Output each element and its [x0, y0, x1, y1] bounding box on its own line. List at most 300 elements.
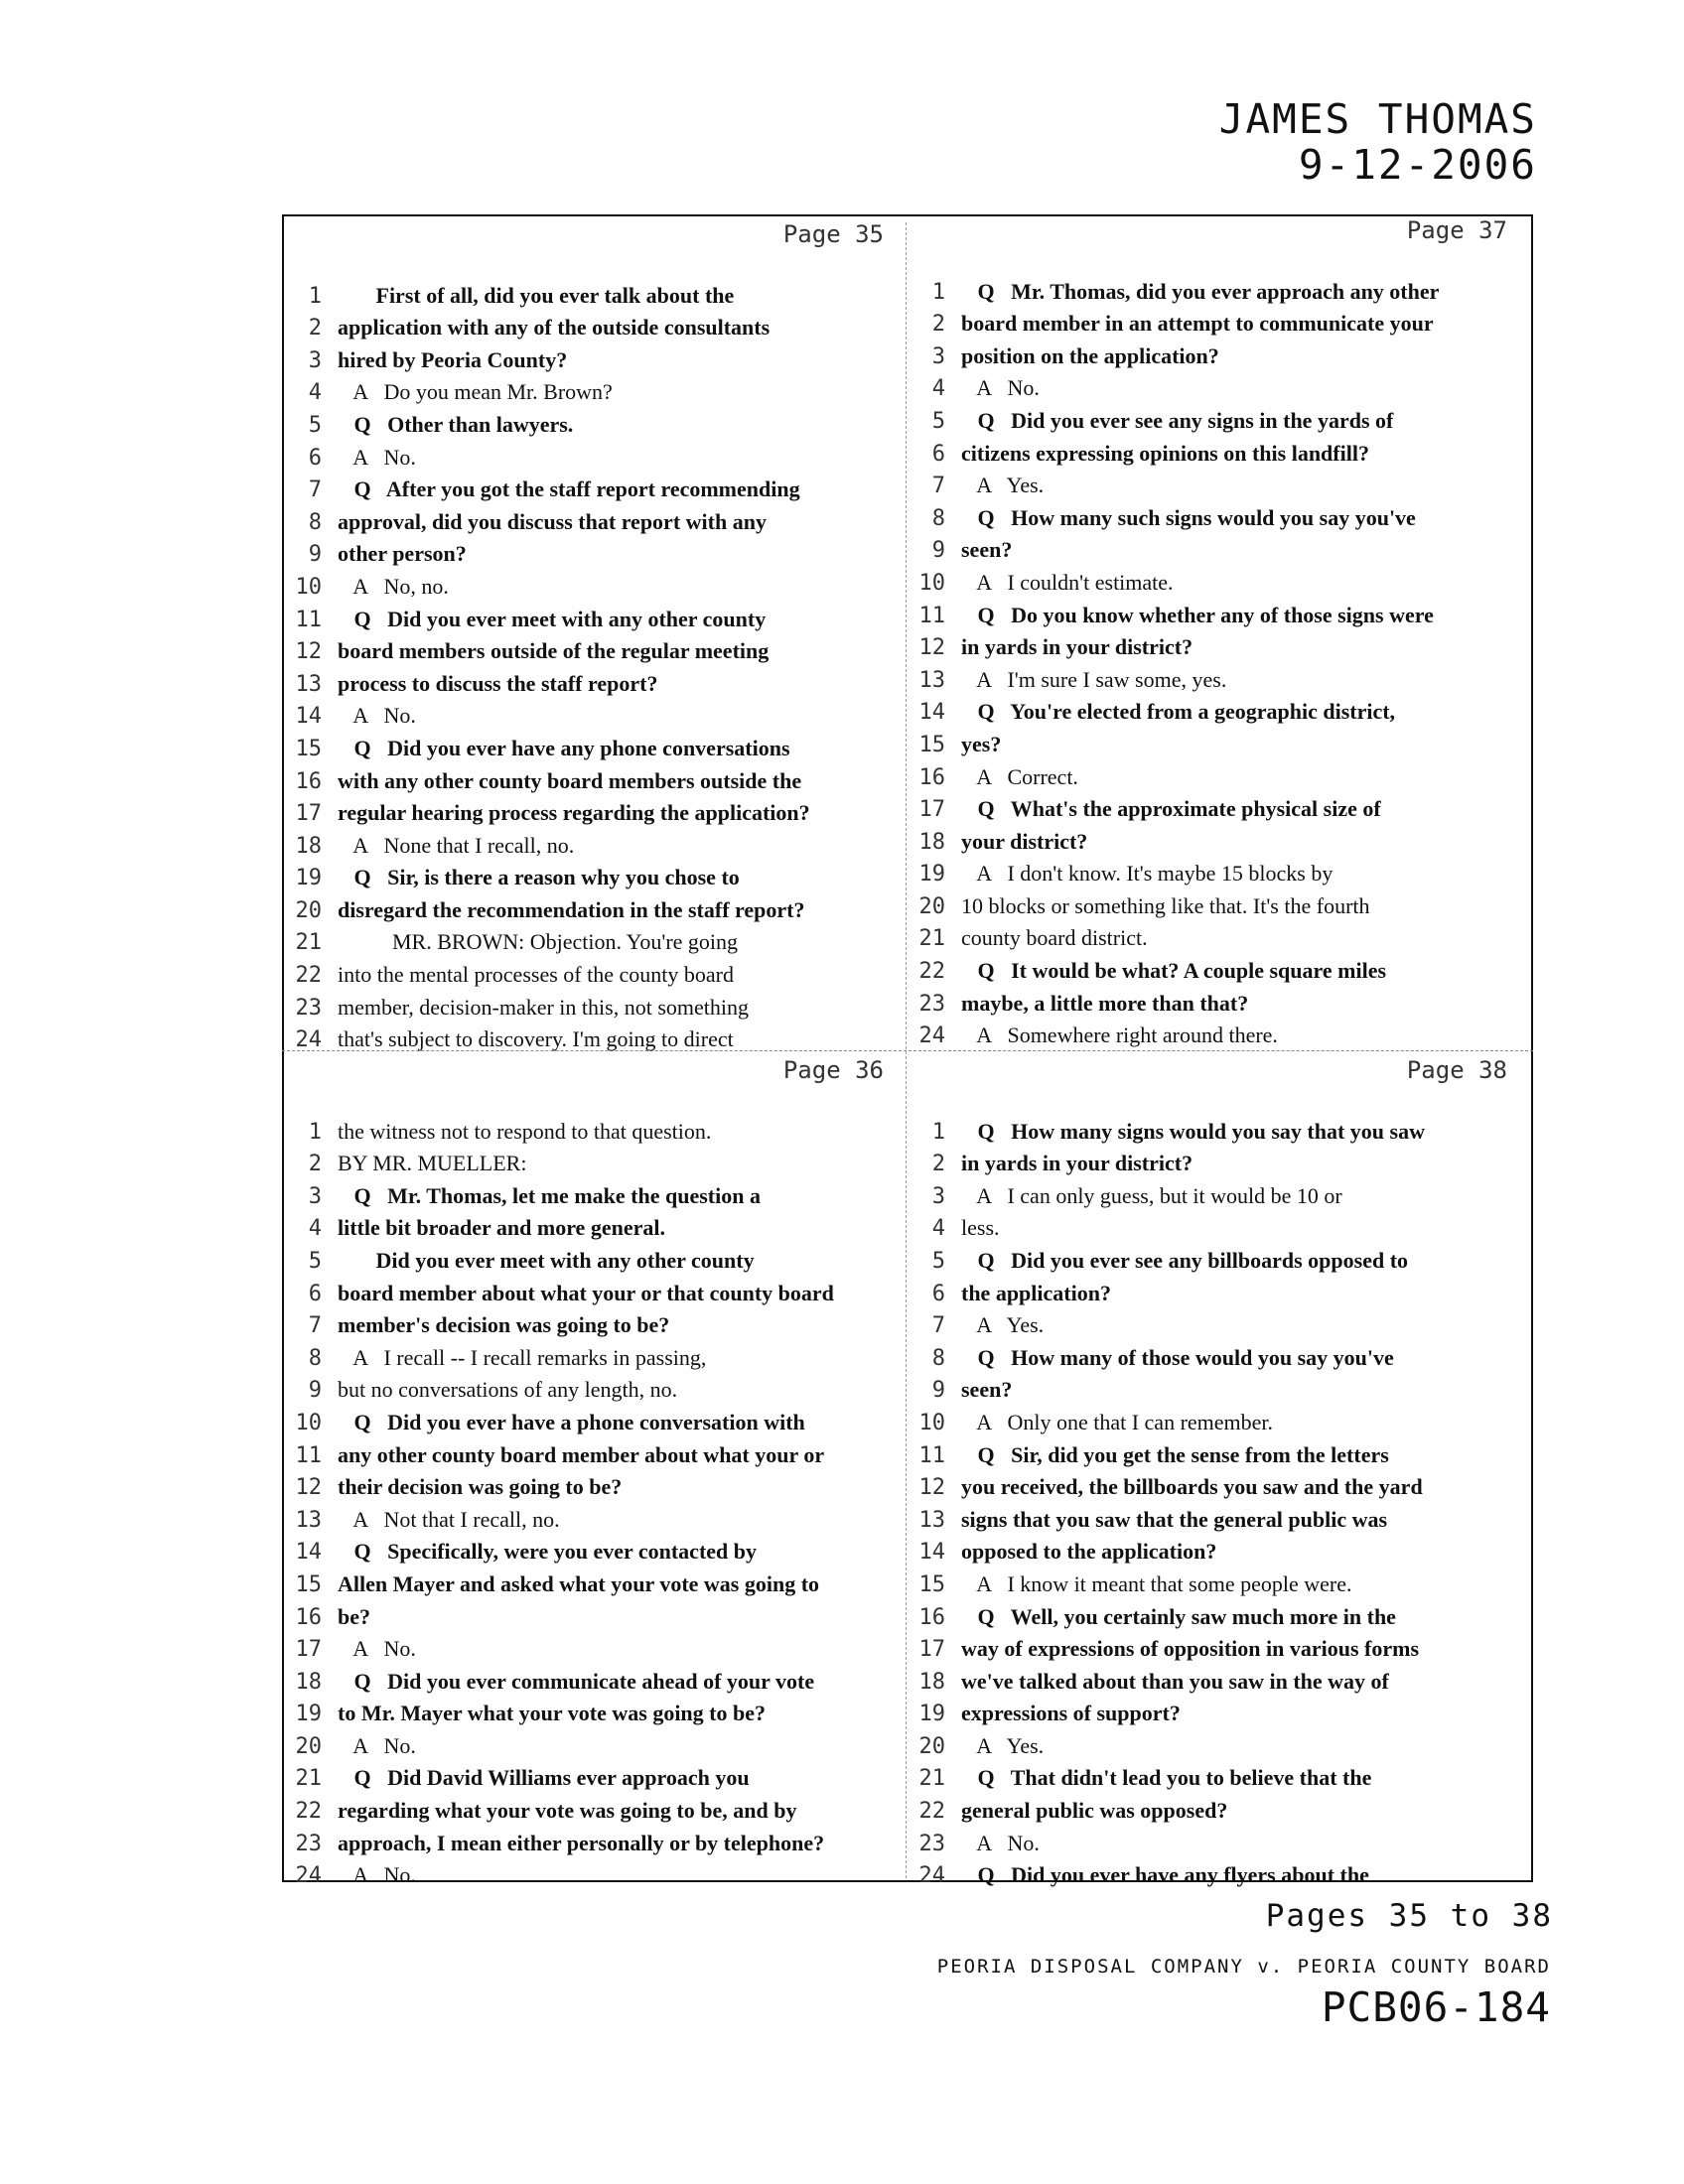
transcript-lines: [912, 272, 1519, 1048]
line-text: A Not that I recall, no.: [338, 1506, 560, 1532]
transcript-line: [288, 1856, 896, 1889]
line-number: 17: [918, 797, 945, 823]
line-text: application with any of the outside consultants: [338, 315, 771, 341]
line-number: 23: [295, 995, 322, 1021]
transcript-line: [912, 1695, 1519, 1727]
transcript-line: [912, 305, 1519, 338]
line-number: 23: [918, 1831, 945, 1856]
line-text: seen?: [961, 537, 1013, 563]
line-text: A No.: [338, 1862, 416, 1888]
line-number: 15: [918, 732, 945, 757]
line-number: 2: [931, 312, 945, 338]
line-number: 6: [308, 1281, 322, 1306]
line-number: 7: [308, 1313, 322, 1339]
line-number: 3: [931, 1183, 945, 1209]
line-number: 12: [918, 1475, 945, 1501]
line-number: 4: [308, 1216, 322, 1242]
transcript-line: [912, 1338, 1519, 1371]
transcript-line: [912, 1565, 1519, 1597]
transcript-line: [288, 1630, 896, 1663]
transcript-line: [912, 467, 1519, 499]
page-title: Page 37: [1406, 216, 1507, 244]
line-number: 6: [931, 1281, 945, 1306]
page-panel-35: [288, 220, 896, 1053]
transcript-line: [288, 373, 896, 406]
transcript-line: [912, 434, 1519, 467]
transcript-line: [912, 1176, 1519, 1209]
line-number: 19: [918, 862, 945, 887]
line-text: A I'm sure I saw some, yes.: [961, 666, 1227, 692]
case-caption: PEORIA DISPOSAL COMPANY v. PEORIA COUNTY BOARD: [936, 1956, 1551, 1978]
line-text: A No.: [961, 375, 1040, 401]
line-number: 1: [931, 1119, 945, 1145]
line-text: A No.: [338, 1636, 416, 1662]
line-number: 16: [295, 768, 322, 794]
line-number: 12: [918, 635, 945, 661]
line-number: 11: [295, 607, 322, 632]
line-text: Q Specifically, were you ever contacted by: [338, 1539, 758, 1565]
line-number: 23: [918, 991, 945, 1017]
transcript-line: [912, 337, 1519, 369]
line-text: Q Other than lawyers.: [338, 411, 574, 437]
line-text: First of all, did you ever talk about the: [338, 282, 735, 308]
transcript-line: [288, 1695, 896, 1727]
line-text: A Somewhere right around there.: [961, 1023, 1278, 1048]
line-text: their decision was going to be?: [338, 1474, 623, 1500]
transcript-line: [288, 1371, 896, 1404]
transcript-line: [288, 1824, 896, 1856]
line-text: Q Did you ever communicate ahead of your vote: [338, 1668, 815, 1694]
line-number: 20: [295, 897, 322, 923]
line-text: A No.: [338, 444, 416, 470]
witness-name: JAMES THOMAS: [1218, 95, 1537, 143]
line-number: 10: [295, 574, 322, 600]
line-number: 17: [295, 1637, 322, 1663]
transcript-line: [912, 1241, 1519, 1274]
line-text: regular hearing process regarding the application?: [338, 800, 810, 826]
line-number: 20: [918, 1733, 945, 1759]
transcript-line: [912, 1209, 1519, 1242]
transcript-line: [288, 1338, 896, 1371]
line-number: 21: [295, 1766, 322, 1792]
line-text: process to discuss the staff report?: [338, 670, 658, 696]
line-number: 4: [931, 1216, 945, 1242]
line-text: in yards in your district?: [961, 634, 1193, 660]
line-text: Q Sir, did you get the sense from the letters: [961, 1441, 1389, 1467]
transcript-line: [288, 1241, 896, 1274]
line-number: 1: [308, 283, 322, 309]
transcript-line: [288, 632, 896, 665]
line-text: Q It would be what? A couple square miles: [961, 958, 1387, 984]
line-number: 9: [308, 542, 322, 568]
transcript-line: [288, 1306, 896, 1339]
line-number: 20: [918, 893, 945, 919]
line-text: Q Mr. Thomas, let me make the question a: [338, 1182, 761, 1208]
transcript-line: [912, 1726, 1519, 1759]
transcript-line: [912, 951, 1519, 984]
line-number: 5: [308, 1248, 322, 1274]
line-text: your district?: [961, 828, 1088, 854]
line-text: Q How many signs would you say that you saw: [961, 1118, 1425, 1144]
line-text: Q Did you ever have a phone conversation with: [338, 1409, 805, 1434]
line-text: hired by Peoria County?: [338, 346, 568, 372]
deposition-date: 9-12-2006: [1298, 141, 1537, 189]
line-number: 15: [918, 1571, 945, 1597]
line-text: board members outside of the regular meeting: [338, 638, 770, 664]
page-panel-37: [912, 216, 1519, 1049]
transcript-line: [288, 1468, 896, 1501]
line-number: 16: [918, 764, 945, 790]
transcript-line: [912, 660, 1519, 693]
line-text: A Yes.: [961, 1732, 1045, 1758]
line-text: citizens expressing opinions on this landfill?: [961, 440, 1369, 466]
transcript-line: [288, 794, 896, 827]
line-number: 14: [295, 704, 322, 730]
transcript-line: [288, 1500, 896, 1533]
line-number: 18: [295, 1669, 322, 1695]
line-text: in yards in your district?: [961, 1151, 1193, 1176]
line-number: 2: [931, 1152, 945, 1177]
line-text: member's decision was going to be?: [338, 1312, 670, 1338]
line-number: 13: [295, 1507, 322, 1533]
line-number: 15: [295, 736, 322, 761]
transcript-line: [288, 923, 896, 956]
vertical-divider: [906, 222, 907, 1878]
transcript-line: [288, 729, 896, 761]
line-text: less.: [961, 1215, 1000, 1241]
line-number: 15: [295, 1571, 322, 1597]
transcript-line: [288, 1112, 896, 1145]
line-number: 17: [918, 1637, 945, 1663]
line-text: the witness not to respond to that question.: [338, 1118, 712, 1144]
line-text: we've talked about than you saw in the way of: [961, 1668, 1389, 1694]
line-text: A Correct.: [961, 763, 1078, 789]
line-number: 9: [308, 1378, 322, 1404]
line-number: 3: [931, 343, 945, 369]
case-number: PCB06-184: [1321, 1983, 1551, 2031]
line-number: 6: [308, 445, 322, 471]
line-number: 22: [918, 1799, 945, 1825]
page-title: Page 35: [782, 220, 884, 248]
line-number: 7: [931, 1313, 945, 1339]
line-number: 14: [918, 1540, 945, 1566]
transcript-line: [288, 1662, 896, 1695]
line-text: board member in an attempt to communicate your: [961, 311, 1434, 337]
transcript-line: [912, 1824, 1519, 1856]
transcript-line: [912, 790, 1519, 823]
line-text: Q After you got the staff report recommending: [338, 477, 800, 502]
line-number: 18: [918, 829, 945, 855]
line-text: A Yes.: [961, 473, 1045, 498]
line-number: 2: [308, 316, 322, 341]
line-text: A I can only guess, but it would be 10 or: [961, 1182, 1342, 1208]
line-number: 8: [308, 1345, 322, 1371]
page-panel-38: [912, 1056, 1519, 1889]
line-number: 22: [295, 963, 322, 989]
page-title: Page 38: [1406, 1056, 1507, 1084]
transcript-line: [912, 855, 1519, 887]
line-number: 21: [295, 930, 322, 956]
line-text: Q You're elected from a geographic district,: [961, 699, 1396, 725]
transcript-line: [912, 1017, 1519, 1049]
line-number: 18: [918, 1669, 945, 1695]
line-text: A I know it meant that some people were.: [961, 1570, 1352, 1596]
page-range: Pages 35 to 38: [1265, 1898, 1553, 1934]
transcript-line: [288, 276, 896, 309]
transcript-line: [288, 890, 896, 923]
line-number: 4: [931, 376, 945, 402]
line-text: into the mental processes of the county board: [338, 962, 734, 988]
line-number: 21: [918, 1766, 945, 1792]
transcript-line: [288, 1145, 896, 1177]
line-text: but no conversations of any length, no.: [338, 1377, 678, 1403]
transcript-line: [912, 596, 1519, 628]
page-panel-36: [288, 1056, 896, 1889]
line-number: 19: [295, 1702, 322, 1727]
line-number: 11: [918, 603, 945, 628]
line-text: Q Well, you certainly saw much more in the: [961, 1603, 1396, 1629]
transcript-line: [912, 693, 1519, 726]
line-number: 10: [918, 1410, 945, 1435]
line-number: 12: [295, 1475, 322, 1501]
transcript-line: [288, 1435, 896, 1468]
transcript-line: [912, 563, 1519, 596]
transcript-line: [912, 1403, 1519, 1435]
transcript-line: [288, 1274, 896, 1306]
line-number: 13: [918, 667, 945, 693]
line-text: Q Did you ever have any flyers about the: [961, 1862, 1369, 1888]
line-number: 11: [295, 1442, 322, 1468]
transcript-line: [288, 761, 896, 794]
line-number: 13: [295, 671, 322, 697]
line-text: county board district.: [961, 925, 1148, 951]
transcript-line: [912, 369, 1519, 402]
transcript-line: [288, 826, 896, 859]
line-number: 1: [931, 279, 945, 305]
line-text: A No.: [338, 1732, 416, 1758]
transcript-line: [288, 405, 896, 438]
transcript-line: [912, 822, 1519, 855]
transcript-line: [288, 1533, 896, 1566]
transcript-line: [288, 1597, 896, 1630]
line-text: MR. BROWN: Objection. You're going: [338, 929, 739, 955]
line-number: 2: [308, 1152, 322, 1177]
line-number: 22: [295, 1799, 322, 1825]
line-text: Q That didn't lead you to believe that the: [961, 1765, 1372, 1791]
line-number: 21: [918, 926, 945, 952]
line-text: expressions of support?: [961, 1701, 1181, 1726]
line-number: 24: [918, 1024, 945, 1049]
transcript-line: [912, 1112, 1519, 1145]
transcript-line: [912, 984, 1519, 1017]
transcript-line: [288, 697, 896, 730]
line-number: 16: [918, 1604, 945, 1630]
line-number: 10: [918, 570, 945, 596]
transcript-line: [912, 531, 1519, 564]
transcript-line: [912, 1145, 1519, 1177]
line-text: Did you ever meet with any other county: [338, 1247, 755, 1273]
transcript-line: [288, 471, 896, 503]
line-text: that's subject to discovery. I'm going to direct: [338, 1026, 734, 1052]
transcript-lines: [288, 1112, 896, 1888]
transcript-line: [912, 1597, 1519, 1630]
line-number: 10: [295, 1410, 322, 1435]
line-number: 19: [918, 1702, 945, 1727]
transcript-line: [912, 1856, 1519, 1889]
line-text: be?: [338, 1603, 370, 1629]
line-text: little bit broader and more general.: [338, 1215, 665, 1241]
line-number: 14: [918, 700, 945, 726]
line-number: 24: [918, 1863, 945, 1889]
transcript-line: [912, 919, 1519, 952]
line-text: Q Did David Williams ever approach you: [338, 1765, 750, 1791]
line-text: way of expressions of opposition in various forms: [961, 1636, 1420, 1662]
line-text: position on the application?: [961, 342, 1219, 368]
transcript-lines: [912, 1112, 1519, 1888]
line-text: you received, the billboards you saw and the yard: [961, 1474, 1423, 1500]
line-text: general public was opposed?: [961, 1798, 1228, 1824]
line-text: approval, did you discuss that report with any: [338, 508, 767, 534]
line-text: any other county board member about what your or: [338, 1441, 825, 1467]
page-title: Page 36: [782, 1056, 884, 1084]
line-text: Q How many of those would you say you've: [961, 1344, 1394, 1370]
line-text: A Do you mean Mr. Brown?: [338, 379, 613, 405]
line-text: regarding what your vote was going to be, and by: [338, 1798, 797, 1824]
transcript-line: [288, 600, 896, 632]
line-number: 20: [295, 1733, 322, 1759]
transcript-line: [912, 1630, 1519, 1663]
line-text: Allen Mayer and asked what your vote was going to: [338, 1570, 820, 1596]
line-text: A I couldn't estimate.: [961, 569, 1174, 595]
line-number: 14: [295, 1540, 322, 1566]
transcript-line: [912, 1274, 1519, 1306]
line-text: A I don't know. It's maybe 15 blocks by: [961, 861, 1333, 887]
transcript-line: [912, 1500, 1519, 1533]
line-number: 22: [918, 959, 945, 985]
line-text: Q Mr. Thomas, did you ever approach any other: [961, 278, 1440, 304]
transcript-line: [288, 502, 896, 535]
transcript-line: [912, 272, 1519, 305]
line-text: A I recall -- I recall remarks in passing,: [338, 1344, 707, 1370]
transcript-line: [912, 401, 1519, 434]
line-text: with any other county board members outside the: [338, 767, 802, 793]
line-number: 8: [308, 509, 322, 535]
line-text: Q Do you know whether any of those signs were: [961, 602, 1434, 627]
line-text: Q Sir, is there a reason why you chose to: [338, 865, 740, 890]
line-text: A No.: [961, 1830, 1040, 1855]
line-number: 24: [295, 1027, 322, 1053]
transcript-line: [288, 859, 896, 891]
line-number: 7: [931, 474, 945, 499]
transcript-line: [912, 1791, 1519, 1824]
transcript-line: [288, 1726, 896, 1759]
transcript-line: [912, 757, 1519, 790]
line-text: other person?: [338, 541, 467, 567]
transcript-line: [288, 1209, 896, 1242]
line-text: A No, no.: [338, 573, 449, 599]
line-text: opposed to the application?: [961, 1539, 1217, 1565]
line-number: 11: [918, 1442, 945, 1468]
line-number: 19: [295, 866, 322, 891]
line-number: 17: [295, 801, 322, 827]
line-text: board member about what your or that county board: [338, 1280, 834, 1305]
line-number: 1: [308, 1119, 322, 1145]
transcript-line: [912, 628, 1519, 661]
line-text: seen?: [961, 1377, 1013, 1403]
line-number: 8: [931, 505, 945, 531]
transcript-line: [288, 1759, 896, 1792]
line-text: Q Did you ever see any billboards opposed to: [961, 1247, 1409, 1273]
transcript-line: [288, 567, 896, 600]
transcript-line: [912, 498, 1519, 531]
line-number: 24: [295, 1863, 322, 1889]
line-number: 9: [931, 1378, 945, 1404]
transcript-line: [288, 535, 896, 568]
transcript-line: [912, 1435, 1519, 1468]
line-number: 12: [295, 639, 322, 665]
transcript-lines: [288, 276, 896, 1052]
transcript-line: [912, 725, 1519, 757]
transcript-line: [912, 1662, 1519, 1695]
transcript-line: [912, 1371, 1519, 1404]
transcript-line: [288, 955, 896, 988]
line-number: 13: [918, 1507, 945, 1533]
line-text: BY MR. MUELLER:: [338, 1151, 527, 1176]
line-number: 6: [931, 441, 945, 467]
line-text: to Mr. Mayer what your vote was going to be?: [338, 1701, 766, 1726]
line-number: 3: [308, 347, 322, 373]
line-number: 5: [308, 412, 322, 438]
transcript-line: [288, 1565, 896, 1597]
line-number: 7: [308, 478, 322, 503]
line-text: A Only one that I can remember.: [961, 1409, 1274, 1434]
transcript-line: [912, 1759, 1519, 1792]
transcript-line: [288, 1176, 896, 1209]
transcript-line: [288, 1791, 896, 1824]
line-text: the application?: [961, 1280, 1111, 1305]
line-number: 5: [931, 408, 945, 434]
transcript-line: [288, 438, 896, 471]
line-text: A No.: [338, 703, 416, 729]
line-number: 16: [295, 1604, 322, 1630]
line-text: Q What's the approximate physical size of: [961, 796, 1381, 822]
transcript-line: [912, 887, 1519, 919]
line-number: 4: [308, 380, 322, 406]
transcript-line: [912, 1533, 1519, 1566]
transcript-line: [288, 309, 896, 341]
line-number: 23: [295, 1831, 322, 1856]
transcript-line: [912, 1306, 1519, 1339]
line-text: member, decision-maker in this, not something: [338, 994, 749, 1020]
line-text: maybe, a little more than that?: [961, 990, 1249, 1016]
line-number: 9: [931, 538, 945, 564]
line-text: A None that I recall, no.: [338, 832, 575, 858]
line-text: yes?: [961, 731, 1002, 756]
line-text: Q Did you ever see any signs in the yards of: [961, 407, 1394, 433]
line-text: approach, I mean either personally or by telephone?: [338, 1830, 825, 1855]
transcript-line: [912, 1468, 1519, 1501]
line-text: A Yes.: [961, 1312, 1045, 1338]
transcript-line: [288, 341, 896, 373]
line-text: signs that you saw that the general public was: [961, 1506, 1388, 1532]
line-number: 8: [931, 1345, 945, 1371]
line-text: Q How many such signs would you say you've: [961, 504, 1416, 530]
transcript-line: [288, 988, 896, 1021]
transcript-line: [288, 1021, 896, 1053]
transcript-line: [288, 664, 896, 697]
line-text: disregard the recommendation in the staff report?: [338, 896, 805, 922]
transcript-line: [288, 1403, 896, 1435]
